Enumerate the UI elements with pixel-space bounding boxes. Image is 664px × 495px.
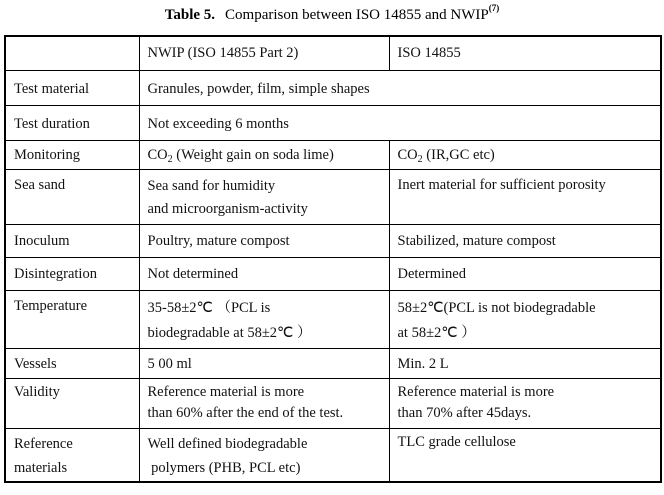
formula-note: (Weight gain on soda lime) [172,146,334,163]
row-label-text: Test material [14,80,90,97]
cell-text: 5 00 ml [147,355,192,372]
row-label-text: Reference [14,435,73,452]
iso-cell [389,378,661,428]
formula-subscript: 2 [417,153,423,165]
table-row [5,290,661,348]
cell-text [398,145,653,167]
cell-text: Sea sand for humidity [147,177,276,194]
cell-text [148,145,381,167]
table-row [5,378,661,428]
cell-text: than 70% after 45days. [397,404,532,421]
table-row [5,257,661,290]
row-label-text: Temperature [14,297,88,314]
row-label [5,290,139,348]
header-empty-cell [5,36,139,70]
row-label-text: Test duration [14,115,90,132]
row-label-text: Inoculum [14,232,70,249]
row-label [5,428,139,482]
row-label-text: Monitoring [14,146,81,163]
iso-cell [389,257,661,290]
cell-text: Not exceeding 6 months [147,115,289,132]
cell-text: Min. 2 L [397,355,449,372]
formula-subscript: 2 [167,153,173,165]
row-label [5,70,139,105]
cell-text: Reference material is more [147,383,305,400]
row-label [5,105,139,140]
iso-cell [389,290,661,348]
iso-cell [389,348,661,378]
row-label [5,257,139,290]
table-row [5,224,661,257]
cell-text: Poultry, mature compost [147,232,290,249]
formula-note: (IR,GC etc) [422,146,495,163]
row-label [5,140,139,169]
cell-text: Determined [397,265,466,282]
cell-text: Reference material is more [397,383,555,400]
table-row [5,140,661,169]
row-label-text: Validity [14,383,60,400]
row-label-text: Sea sand [14,176,66,193]
iso-cell [389,140,661,169]
row-label-text: Vessels [14,355,57,372]
merged-cell [139,105,661,140]
nwip-cell [139,140,389,169]
cell-text: than 60% after the end of the test. [147,404,344,421]
table-number: Table 5. [164,7,216,23]
cell-text: 35-58±2℃ （PCL is [147,299,271,316]
nwip-cell [139,257,389,290]
cell-text: 58±2℃(PCL is not biodegradable [397,299,596,316]
formula-co: CO [397,146,418,163]
cell-text: Stabilized, mature compost [397,232,556,249]
nwip-cell [139,428,389,482]
table-row [5,169,661,224]
row-label [5,348,139,378]
cell-text: at 58±2℃ ） [397,324,476,341]
table-row [5,428,661,482]
nwip-cell [139,378,389,428]
cell-text: TLC grade cellulose [397,433,516,450]
table-row [5,348,661,378]
iso-cell [389,428,661,482]
table-header-row [5,36,661,70]
reference-marker: (7) [488,3,500,13]
nwip-cell [139,224,389,257]
comparison-table [4,35,662,483]
cell-text: and microorganism-activity [147,200,308,217]
row-label-text: materials [14,459,68,476]
cell-text: Granules, powder, film, simple shapes [147,80,370,97]
row-label [5,378,139,428]
iso-cell [389,224,661,257]
row-label-text: Disintegration [14,265,97,282]
header-iso: ISO 14855 [389,36,661,70]
formula-co: CO [147,146,168,163]
cell-text: polymers (PHB, PCL etc) [147,459,301,476]
cell-text: Not determined [147,265,239,282]
table-row [5,70,661,105]
table-caption [0,5,664,24]
cell-text: Well defined biodegradable [147,435,308,452]
merged-cell [139,70,661,105]
nwip-cell [139,169,389,224]
cell-text: Inert material for sufficient porosity [397,176,606,193]
cell-text: biodegradable at 58±2℃ ） [147,324,312,341]
table-title: Comparison between ISO 14855 and NWIP [225,7,489,23]
row-label [5,169,139,224]
nwip-cell [139,348,389,378]
header-nwip: NWIP (ISO 14855 Part 2) [139,36,389,70]
nwip-cell [139,290,389,348]
table-row [5,105,661,140]
row-label [5,224,139,257]
iso-cell [389,169,661,224]
